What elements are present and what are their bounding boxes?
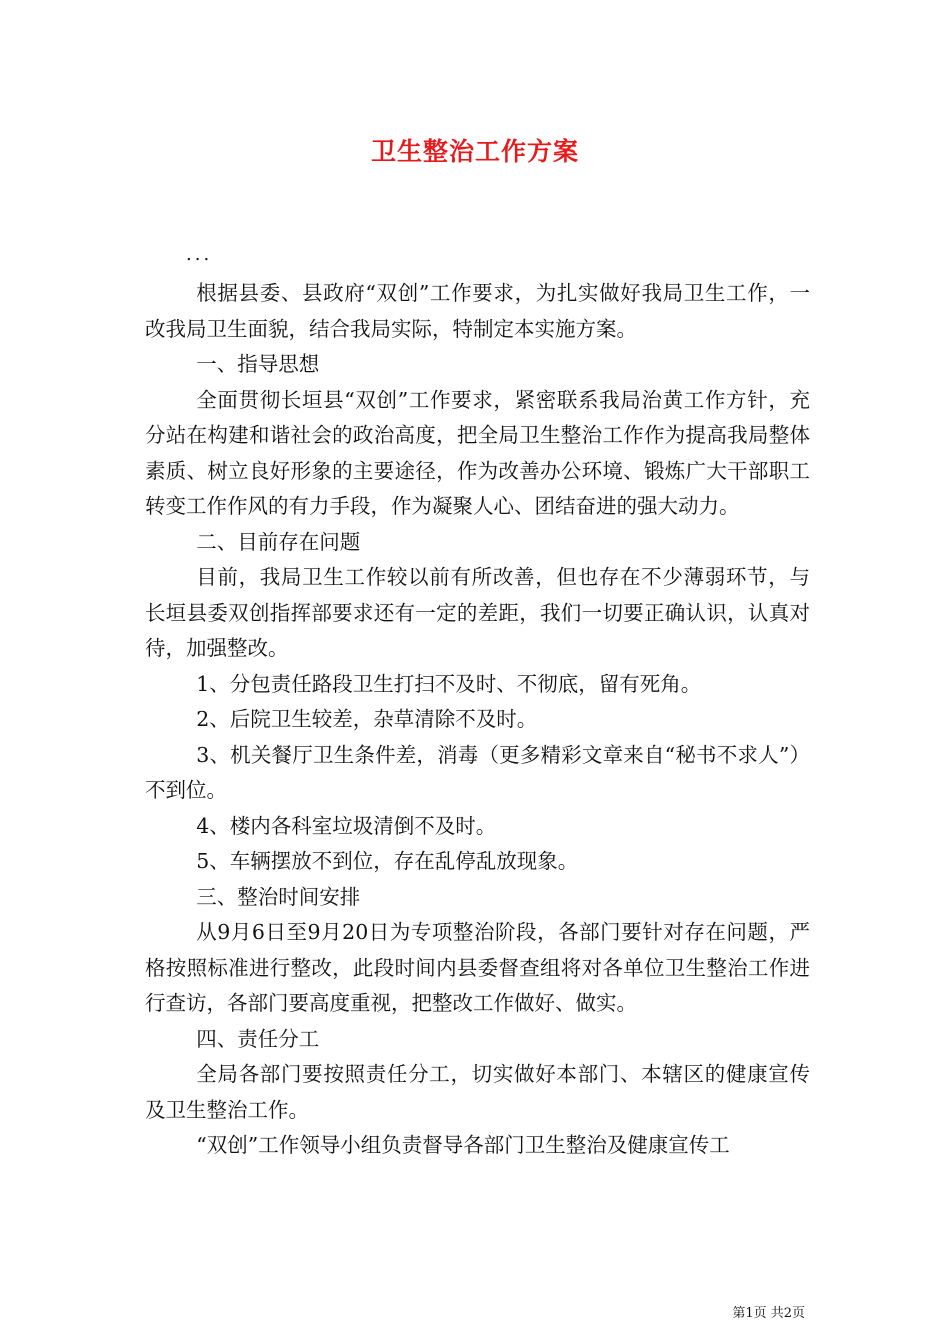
section-heading: 二、目前存在问题	[196, 529, 361, 554]
paragraph: “双创”工作领导小组负责督导各部门卫生整治及健康宣传工	[196, 1133, 730, 1157]
section-heading: 三、整治时间安排	[196, 884, 361, 909]
paragraph: 目前，我局卫生工作较以前有所改善，但也存在不少薄弱环节，与长垣县委双创指挥部要求还有一定的差距，我们一切要正确认识，认真对待，加强整改。	[145, 565, 810, 660]
section-heading: 一、指导思想	[196, 352, 320, 376]
list-item: 1、分包责任路段卫生打扫不及时、不彻底，留有死角。	[196, 671, 702, 696]
page-number: 第1页 共2页	[732, 1306, 805, 1321]
section-heading: 四、责任分工	[196, 1026, 320, 1051]
paragraph: 全面贯彻长垣县“双创”工作要求，紧密联系我局治黄工作方针，充分站在构建和谐社会的政治高度，把全局卫生整治工作作为提高我局整体素质、树立良好形象的主要途径，作为改善办公环境、锻炼广大干部职工转变工作作风的有力手段，作为凝聚人心、团结奋进的强大动力。	[145, 387, 810, 518]
document-title: 卫生整治工作方案	[370, 137, 579, 166]
paragraph: 从9月6日至9月20日为专项整治阶段，各部门要针对存在问题，严格按照标准进行整改，此段时间内县委督查组将对各单位卫生整治工作进行查访，各部门要高度重视，把整改工作做好、做实。	[145, 920, 810, 1015]
ellipsis-mark: ...	[186, 244, 213, 265]
paragraph-intro: 根据县委、县政府“双创”工作要求，为扎实做好我局卫生工作，一改我局卫生面貌，结合我局实际，特制定本实施方案。	[145, 281, 810, 341]
list-item: 2、后院卫生较差，杂草清除不及时。	[196, 707, 538, 731]
document-body	[145, 276, 810, 1164]
list-item: 3、机关餐厅卫生条件差，消毒（更多精彩文章来自“秘书不求人”）不到位。	[145, 742, 810, 802]
list-item: 4、楼内各科室垃圾清倒不及时。	[196, 813, 497, 838]
list-item: 5、车辆摆放不到位，存在乱停乱放现象。	[196, 849, 579, 873]
paragraph: 全局各部门要按照责任分工，切实做好本部门、本辖区的健康宣传及卫生整治工作。	[145, 1062, 810, 1122]
